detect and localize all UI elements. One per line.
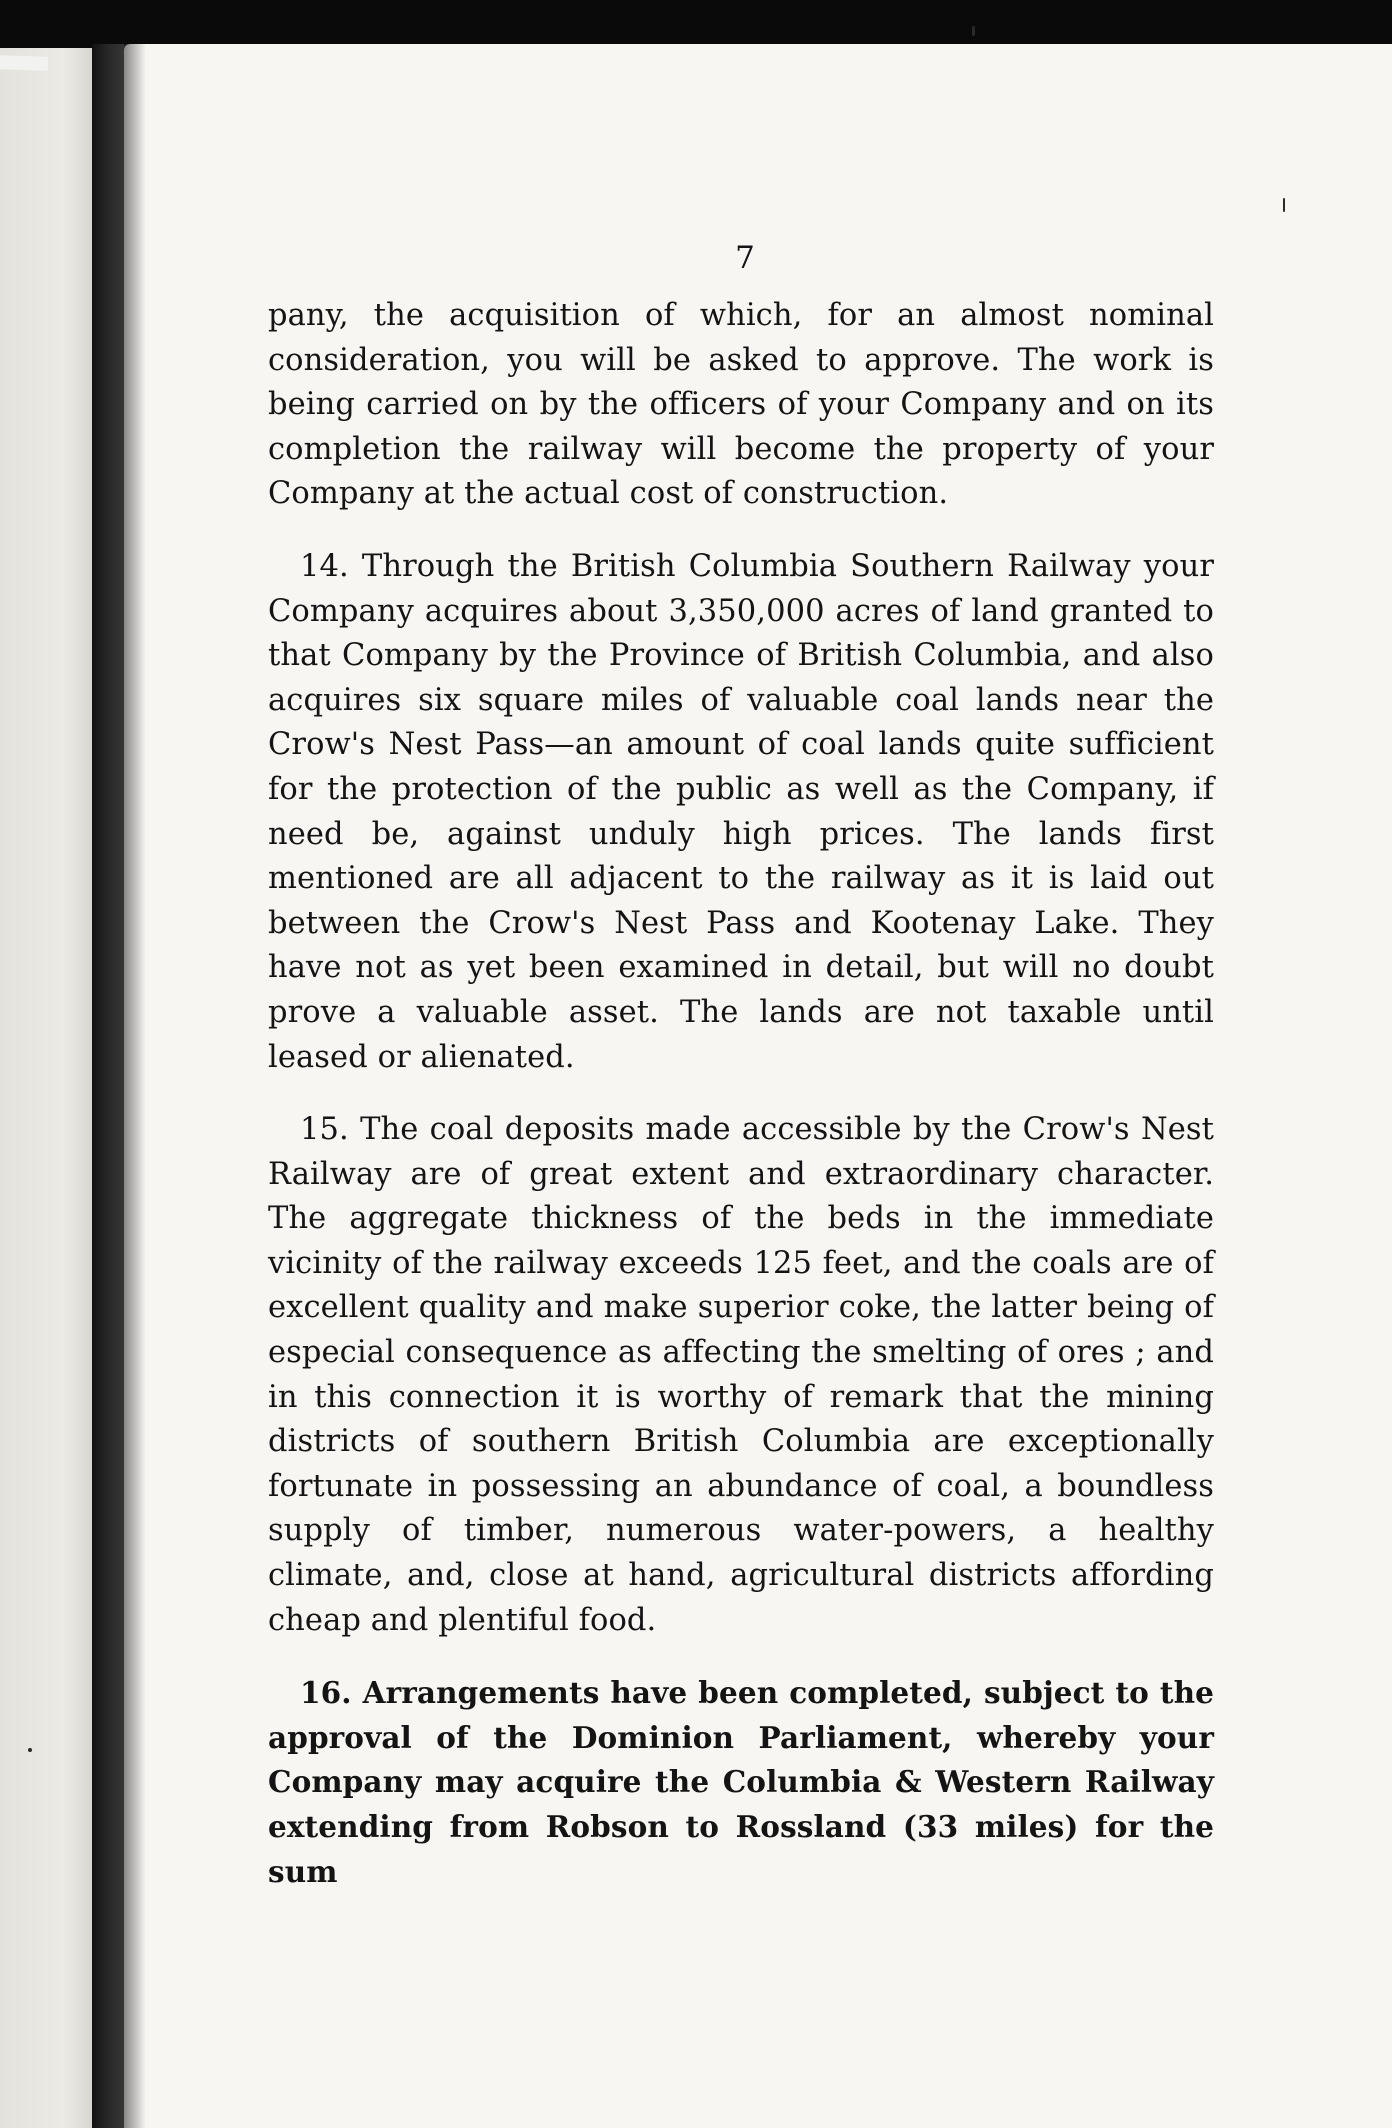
scan-speck xyxy=(1283,198,1285,212)
page-text xyxy=(268,220,1214,1922)
paragraph-continuation: pany, the acquisition of which, for an almost nominal consideration, you will be asked to approve. The work is being carried on by the officers of your Company and on its completion the railway will become the property of your Company at the actual cost of construction. xyxy=(268,298,1214,512)
scan-speck xyxy=(972,26,975,36)
facing-page-corner xyxy=(0,55,48,71)
page-number: 7 xyxy=(735,240,755,276)
paragraph-14: 14. Through the British Columbia Southern Railway your Company acquires about 3,350,000 acres of land granted to that Company by the Province of British Columbia, and also acquires six square miles of valuable coal lands near the Crow's Nest Pass—an amount of coal lands quite sufficient for the protection of the public as well as the Company, if need be, against unduly high prices. The lands first mentioned are all adjacent to the railway as it is laid out between the Crow's Nest Pass and Kootenay Lake. They have not as yet been examined in detail, but will no doubt prove a valuable asset. The lands are not taxable until leased or alienated. xyxy=(268,548,1214,1075)
book-gutter xyxy=(92,44,128,2128)
facing-page-edge xyxy=(0,48,92,2128)
paragraph-16: 16. Arrangements have been completed, subject to the approval of the Dominion Parliament, whereby your Company may acquire the Columbia & Western Railway extending from Robson to Rossland (33 miles) for the sum xyxy=(268,1675,1214,1889)
gutter-shadow xyxy=(124,44,146,2128)
scan-speck xyxy=(28,1748,32,1752)
paragraph-15: 15. The coal deposits made accessible by the Crow's Nest Railway are of great extent and extraordinary character. The aggregate thickness of the beds in the immediate vicinity of the railway exceeds 125 feet, and the coals are of excellent quality and make superior coke, the latter being of especial consequence as affecting the smelting of ores ; and in this connection it is worthy of remark that the mining districts of southern British Columbia are exceptionally fortunate in possessing an abundance of coal, a boundless supply of timber, numerous water-powers, a healthy climate, and, close at hand, agricultural districts affording cheap and plentiful food. xyxy=(268,1112,1214,1638)
